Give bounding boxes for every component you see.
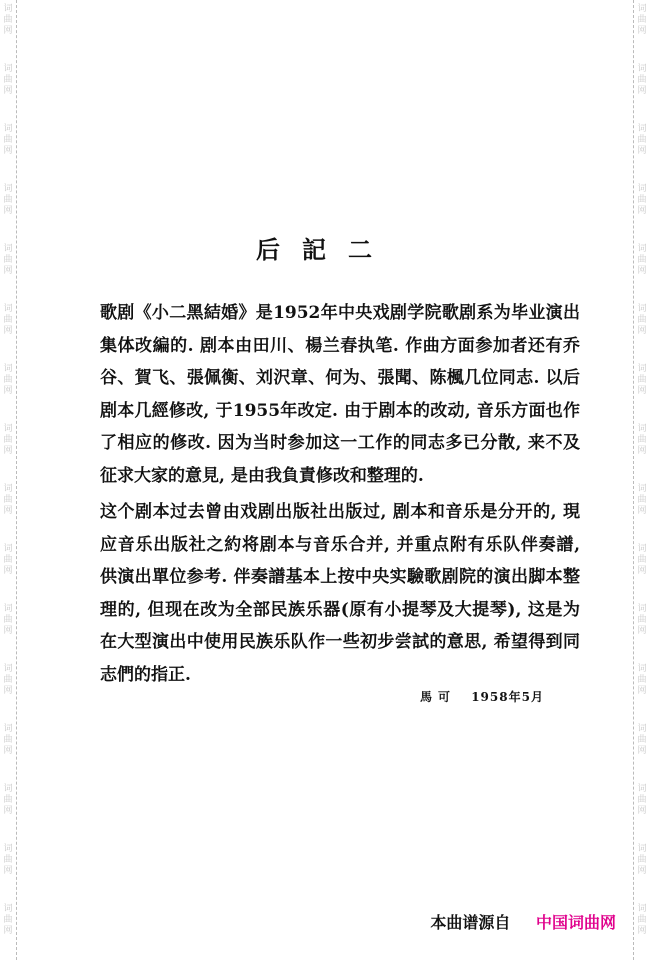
watermark-glyph: 网 bbox=[3, 926, 13, 936]
watermark-glyph: 曲 bbox=[637, 15, 647, 25]
watermark-glyph: 曲 bbox=[637, 435, 647, 445]
watermark-glyph: 网 bbox=[3, 206, 13, 216]
watermark-glyph: 词 bbox=[637, 244, 647, 254]
signature-author: 馬可 bbox=[420, 690, 457, 704]
watermark-glyph: 词 bbox=[637, 64, 647, 74]
watermark-glyph: 曲 bbox=[637, 915, 647, 925]
watermark-glyph: 词 bbox=[3, 724, 13, 734]
watermark-group bbox=[634, 600, 650, 660]
watermark-glyph: 曲 bbox=[637, 135, 647, 145]
watermark-glyph: 网 bbox=[3, 746, 13, 756]
watermark-glyph: 词 bbox=[637, 4, 647, 14]
watermark-glyph: 词 bbox=[3, 424, 13, 434]
watermark-glyph: 词 bbox=[3, 244, 13, 254]
watermark-glyph: 网 bbox=[3, 266, 13, 276]
watermark-glyph: 网 bbox=[637, 146, 647, 156]
watermark-group bbox=[634, 540, 650, 600]
watermark-glyph: 曲 bbox=[3, 735, 13, 745]
watermark-glyph: 词 bbox=[3, 484, 13, 494]
watermark-glyph: 曲 bbox=[3, 915, 13, 925]
watermark-glyph: 词 bbox=[3, 304, 13, 314]
watermark-glyph: 曲 bbox=[637, 75, 647, 85]
footer-source-label: 本曲谱源自 bbox=[430, 913, 511, 932]
watermark-glyph: 曲 bbox=[3, 75, 13, 85]
signature-date: 1958年5月 bbox=[471, 690, 544, 704]
watermark-glyph: 网 bbox=[637, 206, 647, 216]
watermark-glyph: 词 bbox=[637, 424, 647, 434]
watermark-group bbox=[634, 300, 650, 360]
watermark-group bbox=[0, 660, 16, 720]
watermark-group bbox=[0, 60, 16, 120]
watermark-glyph: 曲 bbox=[3, 375, 13, 385]
watermark-glyph: 词 bbox=[637, 304, 647, 314]
watermark-glyph: 曲 bbox=[637, 855, 647, 865]
watermark-glyph: 曲 bbox=[637, 315, 647, 325]
watermark-glyph: 网 bbox=[637, 926, 647, 936]
watermark-glyph: 词 bbox=[3, 4, 13, 14]
watermark-glyph: 词 bbox=[637, 124, 647, 134]
watermark-glyph: 网 bbox=[637, 26, 647, 36]
watermark-glyph: 曲 bbox=[3, 615, 13, 625]
watermark-group bbox=[634, 120, 650, 180]
watermark-glyph: 曲 bbox=[637, 735, 647, 745]
watermark-group bbox=[634, 660, 650, 720]
watermark-glyph: 网 bbox=[637, 86, 647, 96]
watermark-glyph: 曲 bbox=[3, 195, 13, 205]
watermark-group bbox=[0, 720, 16, 780]
watermark-glyph: 词 bbox=[3, 124, 13, 134]
watermark-glyph: 曲 bbox=[637, 615, 647, 625]
watermark-glyph: 词 bbox=[637, 664, 647, 674]
watermark-glyph: 词 bbox=[3, 364, 13, 374]
watermark-glyph: 曲 bbox=[3, 435, 13, 445]
watermark-glyph: 网 bbox=[3, 686, 13, 696]
watermark-glyph: 词 bbox=[3, 784, 13, 794]
watermark-glyph: 网 bbox=[637, 446, 647, 456]
watermark-group bbox=[0, 300, 16, 360]
watermark-group bbox=[634, 0, 650, 60]
page-title: 后記二 bbox=[256, 235, 394, 264]
watermark-group bbox=[634, 480, 650, 540]
watermark-glyph: 网 bbox=[637, 566, 647, 576]
watermark-glyph: 网 bbox=[3, 26, 13, 36]
watermark-glyph: 词 bbox=[637, 604, 647, 614]
watermark-glyph: 曲 bbox=[3, 495, 13, 505]
watermark-group bbox=[634, 360, 650, 420]
watermark-glyph: 网 bbox=[3, 866, 13, 876]
watermark-group bbox=[634, 780, 650, 840]
right-watermark-strip bbox=[633, 0, 650, 960]
watermark-glyph: 词 bbox=[637, 904, 647, 914]
watermark-group bbox=[634, 840, 650, 900]
watermark-glyph: 曲 bbox=[637, 795, 647, 805]
watermark-glyph: 曲 bbox=[3, 855, 13, 865]
watermark-group bbox=[634, 720, 650, 780]
watermark-glyph: 词 bbox=[3, 844, 13, 854]
watermark-glyph: 曲 bbox=[3, 255, 13, 265]
watermark-group bbox=[0, 0, 16, 60]
watermark-group bbox=[0, 120, 16, 180]
watermark-group bbox=[0, 840, 16, 900]
watermark-glyph: 网 bbox=[3, 446, 13, 456]
paragraph-1: 歌剧《小二黑結婚》是1952年中央戏剧学院歌剧系为毕业演出集体改編的. 剧本由田川、楊兰春执笔. 作曲方面参加者还有乔谷、賀飞、張佩衡、刘沢章、何为、張聞、陈楓几位同志. 以后剧本几經修改, 于1955年改定. 由于剧本的改动, 音乐方面也作了相应的修改. 因为当时参加这一工作的同志多已分散, 来不及征求大家的意見, 是由我負責修改和整理的. bbox=[100, 303, 580, 486]
watermark-group bbox=[0, 360, 16, 420]
watermark-group bbox=[0, 540, 16, 600]
footer-credit bbox=[430, 910, 616, 933]
watermark-glyph: 曲 bbox=[637, 195, 647, 205]
watermark-glyph: 词 bbox=[637, 784, 647, 794]
watermark-group bbox=[634, 60, 650, 120]
body-text bbox=[100, 297, 580, 695]
watermark-glyph: 词 bbox=[637, 364, 647, 374]
watermark-glyph: 网 bbox=[3, 626, 13, 636]
watermark-glyph: 网 bbox=[637, 266, 647, 276]
watermark-glyph: 网 bbox=[3, 86, 13, 96]
watermark-glyph: 曲 bbox=[637, 375, 647, 385]
signature bbox=[420, 688, 544, 705]
watermark-glyph: 词 bbox=[3, 904, 13, 914]
watermark-glyph: 网 bbox=[3, 806, 13, 816]
watermark-glyph: 曲 bbox=[3, 555, 13, 565]
footer-site-link[interactable]: 中国词曲网 bbox=[535, 913, 616, 932]
watermark-glyph: 网 bbox=[637, 686, 647, 696]
watermark-glyph: 曲 bbox=[3, 15, 13, 25]
watermark-glyph: 曲 bbox=[637, 555, 647, 565]
paragraph-2: 这个剧本过去曾由戏剧出版社出版过, 剧本和音乐是分开的, 現应音乐出版社之約将剧本与音乐合并, 并重点附有乐队伴奏譜, 供演出單位参考. 伴奏譜基本上按中央实驗歌剧院的演出脚本整理的, 但现在改为全部民族乐器(原有小提琴及大提琴), 这是为在大型演出中使用民族乐队作一些初步尝試的意思, 希望得到同志們的指正. bbox=[100, 502, 580, 685]
watermark-glyph: 词 bbox=[3, 664, 13, 674]
watermark-group bbox=[0, 600, 16, 660]
watermark-glyph: 词 bbox=[637, 844, 647, 854]
watermark-glyph: 曲 bbox=[637, 255, 647, 265]
watermark-glyph: 网 bbox=[3, 386, 13, 396]
watermark-glyph: 词 bbox=[637, 544, 647, 554]
watermark-group bbox=[634, 900, 650, 960]
watermark-group bbox=[0, 420, 16, 480]
left-watermark-strip bbox=[0, 0, 17, 960]
watermark-glyph: 网 bbox=[637, 386, 647, 396]
watermark-glyph: 网 bbox=[637, 866, 647, 876]
watermark-glyph: 词 bbox=[637, 484, 647, 494]
watermark-group bbox=[634, 420, 650, 480]
watermark-glyph: 曲 bbox=[3, 795, 13, 805]
watermark-glyph: 网 bbox=[637, 326, 647, 336]
watermark-glyph: 网 bbox=[3, 146, 13, 156]
watermark-group bbox=[0, 900, 16, 960]
watermark-group bbox=[0, 480, 16, 540]
watermark-glyph: 网 bbox=[637, 626, 647, 636]
watermark-group bbox=[0, 780, 16, 840]
watermark-glyph: 词 bbox=[3, 544, 13, 554]
watermark-glyph: 词 bbox=[3, 604, 13, 614]
watermark-glyph: 网 bbox=[637, 506, 647, 516]
watermark-glyph: 网 bbox=[3, 326, 13, 336]
watermark-glyph: 网 bbox=[3, 506, 13, 516]
watermark-glyph: 曲 bbox=[637, 495, 647, 505]
watermark-glyph: 词 bbox=[637, 184, 647, 194]
watermark-glyph: 词 bbox=[3, 184, 13, 194]
watermark-glyph: 曲 bbox=[3, 675, 13, 685]
watermark-glyph: 网 bbox=[637, 746, 647, 756]
watermark-glyph: 网 bbox=[637, 806, 647, 816]
watermark-glyph: 曲 bbox=[3, 135, 13, 145]
watermark-glyph: 曲 bbox=[637, 675, 647, 685]
watermark-glyph: 网 bbox=[3, 566, 13, 576]
watermark-glyph: 词 bbox=[3, 64, 13, 74]
watermark-glyph: 曲 bbox=[3, 315, 13, 325]
watermark-glyph: 词 bbox=[637, 724, 647, 734]
